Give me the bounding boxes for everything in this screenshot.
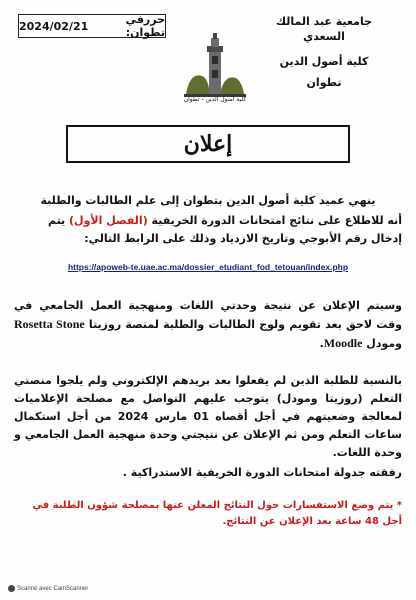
paragraph-email (14, 372, 402, 482)
paragraph-units (14, 297, 402, 353)
p2-text-c: . (319, 337, 324, 350)
page-title (66, 125, 350, 163)
p1-text-b: يتم إدخال رقم الأبوجي وتاريخ الازدياد وذلك على الرابط التالي: (47, 214, 402, 245)
paragraph-results (14, 192, 402, 248)
p1-text-a: أنه للاطلاع على نتائج امتحانات الدورة الخريفية (147, 214, 402, 227)
p2-text-b: ومودل (362, 337, 402, 350)
university-name: جامعية عبد المالك السعدي (275, 15, 373, 43)
attachment-line: رفقته جدولة امتحانات الدورة الخريفية الاستدراكية . (122, 466, 402, 479)
faculty-name: كلية أصول الدين (279, 55, 369, 68)
moodle-label: Moodle (323, 336, 363, 350)
scanner-label: Scanné avec CamScanner (17, 586, 89, 593)
logo-caption: كلية أصول الدين - تطوان (183, 96, 247, 103)
p3-text: بالنسبة للطلبة الذين لم يفعلوا بعد بريدهم الإلكتروني ولم يلجوا منصتي التعلم (روزيتا ومودل) يتوجب عليهم التواصل مع مصلحة الإعلاميات لمعالجة وضعيتهم في أجل أقصاه 01 مارس 2024 من أجل استكمال ساعات التعلم ومن ثم الإعلان عن نتيجتي وحدة منهجية العمل الجامعي و وحدة اللغات. (14, 374, 402, 459)
minaret-icon (184, 33, 246, 97)
rosetta-label: Rosetta Stone (14, 317, 85, 331)
date-label: حررفي تطوان: (125, 13, 165, 39)
date-value: 2024/02/21 (19, 19, 89, 33)
semester-highlight: (الفصل الأول) (69, 214, 148, 227)
date-box (18, 14, 166, 38)
results-link[interactable]: https://apoweb-te.uae.ac.ma/dossier_etudiant_fod_tetouan/index.php (67, 262, 349, 272)
intro-line: ينهي عميد كلية أصول الدين بتطوان إلى علم الطالبات والطلبة (40, 194, 376, 207)
title-text: إعلان (183, 131, 233, 157)
camscanner-icon (8, 585, 15, 592)
p2-text-a: وسيتم الإعلان عن نتيجة وحدتي اللغات ومنهجية العمل الجامعي في وقت لاحق بعد تقويم ولوج الطالبات والطلبة لمنصة روزيتا (14, 299, 402, 331)
inquiry-note: * يتم وضع الاستفسارات حول النتائج المعلن عنها بمصلحة شؤون الطلبة في أجل 48 ساعة بعد الإعلان عن النتائج. (32, 500, 402, 527)
university-header (254, 14, 394, 90)
scanner-footer (8, 585, 88, 592)
city-name: تطوان (306, 76, 342, 89)
faculty-logo (180, 32, 250, 102)
